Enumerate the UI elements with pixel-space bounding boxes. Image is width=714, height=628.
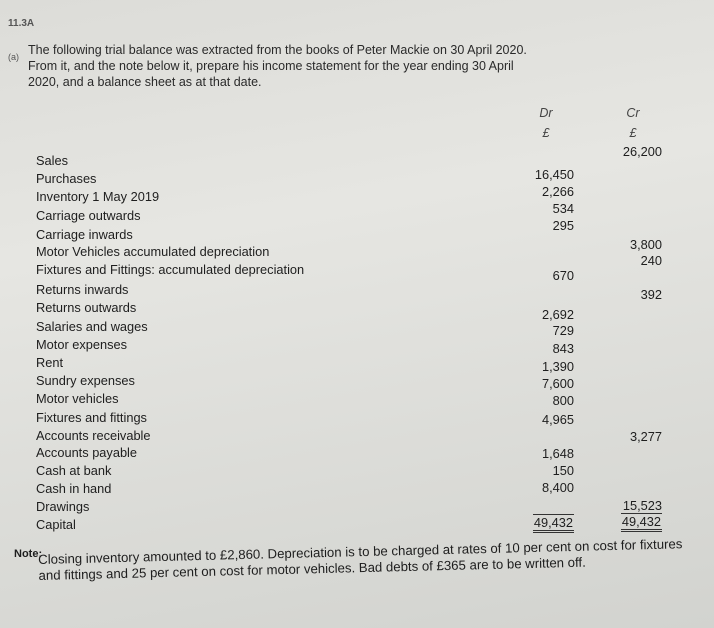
row-dr-amount: 150 xyxy=(552,463,574,478)
row-label: Inventory 1 May 2019 xyxy=(36,189,160,204)
dr-total-cell xyxy=(533,514,574,531)
intro-line: 2020, and a balance sheet as at that date. xyxy=(28,75,262,89)
row-label: Carriage outwards xyxy=(36,208,141,223)
row-dr-amount: 670 xyxy=(552,268,574,283)
row-label: Rent xyxy=(36,355,64,370)
dr-column-header: Dr xyxy=(539,106,553,120)
row-dr-amount: 1,648 xyxy=(541,446,574,461)
row-cr-amount: 26,200 xyxy=(622,144,662,159)
row-cr-amount: 392 xyxy=(640,287,662,302)
cr-column-header: Cr xyxy=(626,106,640,120)
note-text: Closing inventory amounted to £2,860. Depreciation is to be charged at rates of 10 per cent on cost for fixtures and fittings and 25 per cent on cost for motor vehicles. Bad debts of £365 are to be written off. xyxy=(38,536,683,583)
row-label: Motor Vehicles accumulated depreciation xyxy=(36,244,270,259)
question-part-marker: (a) xyxy=(8,52,19,62)
row-label: Motor vehicles xyxy=(36,391,119,406)
row-label: Accounts payable xyxy=(36,445,138,460)
cr-total: 49,432 xyxy=(621,513,662,532)
row-cr-amount: 240 xyxy=(640,253,662,268)
question-number: 11.3A xyxy=(8,18,35,29)
row-label: Sundry expenses xyxy=(36,373,135,388)
row-dr-amount: 7,600 xyxy=(541,376,574,391)
row-dr-amount: 843 xyxy=(552,341,574,356)
row-label: Motor expenses xyxy=(36,337,128,352)
row-dr-amount: 2,692 xyxy=(541,307,574,322)
row-cr-amount: 3,277 xyxy=(629,429,662,444)
row-label: Sales xyxy=(36,153,69,168)
row-label: Salaries and wages xyxy=(36,319,148,334)
note-label: Note: xyxy=(14,548,43,560)
row-cr-amount: 15,523 xyxy=(622,498,662,513)
row-label: Fixtures and Fittings: accumulated depreciation xyxy=(36,262,305,277)
row-dr-amount: 800 xyxy=(552,393,574,408)
row-label: Returns inwards xyxy=(36,282,129,297)
intro-line: The following trial balance was extracted from the books of Peter Mackie on 30 April 2020. xyxy=(28,43,527,57)
row-dr-amount: 2,266 xyxy=(541,184,574,199)
row-label: Drawings xyxy=(36,499,90,514)
row-dr-amount: 8,400 xyxy=(541,480,574,495)
row-dr-amount: 534 xyxy=(552,201,574,216)
row-label: Cash at bank xyxy=(36,463,112,478)
intro-line: From it, and the note below it, prepare his income statement for the year ending 30 April xyxy=(28,59,514,73)
dr-total: 49,432 xyxy=(533,514,574,533)
row-dr-amount: 4,965 xyxy=(541,412,574,427)
row-dr-amount: 295 xyxy=(552,218,574,233)
row-dr-amount: 1,390 xyxy=(541,359,574,374)
cr-currency-symbol: £ xyxy=(629,126,637,140)
row-label: Purchases xyxy=(36,171,97,186)
question-intro xyxy=(28,42,668,90)
row-label: Returns outwards xyxy=(36,300,137,315)
row-label: Carriage inwards xyxy=(36,227,133,242)
dr-currency-symbol: £ xyxy=(542,126,550,140)
row-label: Accounts receivable xyxy=(36,428,151,443)
cr-total-cell xyxy=(621,513,662,530)
row-cr-amount: 3,800 xyxy=(629,237,662,252)
row-label: Capital xyxy=(36,517,76,532)
row-dr-amount: 16,450 xyxy=(534,167,574,182)
row-label: Fixtures and fittings xyxy=(36,410,147,425)
row-label: Cash in hand xyxy=(36,481,112,496)
row-dr-amount: 729 xyxy=(552,323,574,338)
